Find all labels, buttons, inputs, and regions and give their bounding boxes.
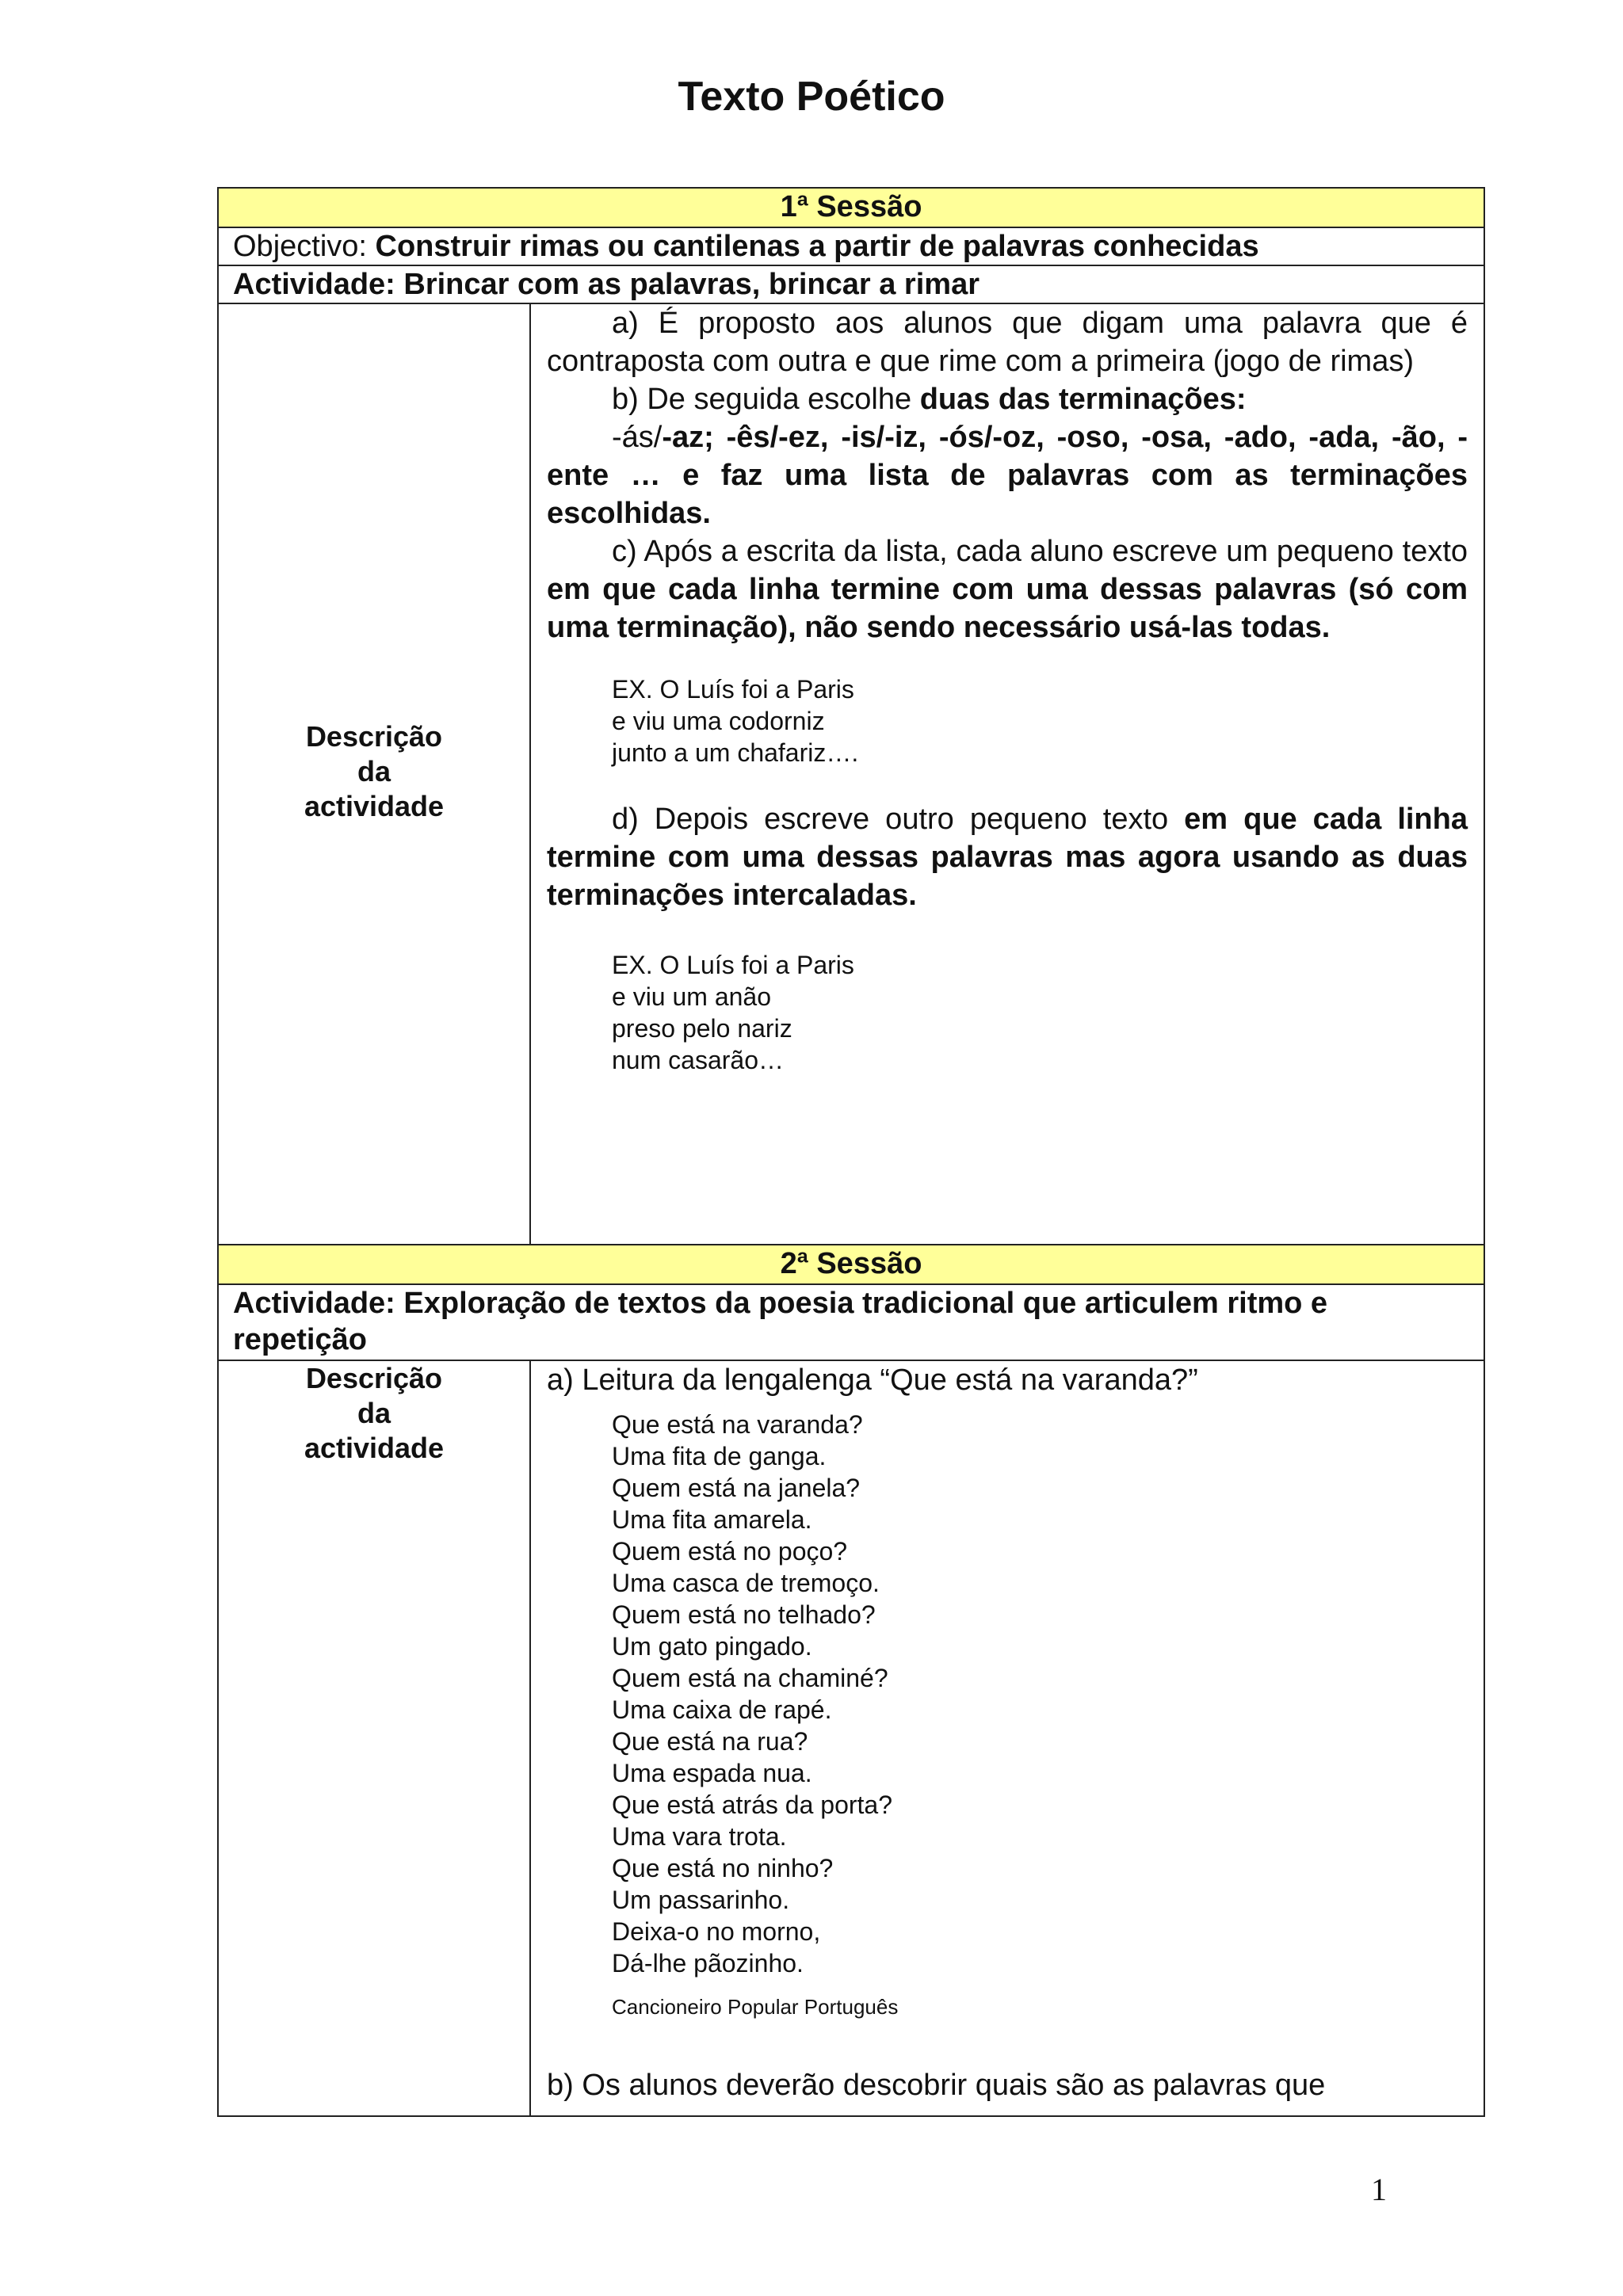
page-number: 1 [1371,2172,1387,2207]
label-line: actividade [304,1432,445,1464]
example-line: junto a um chafariz…. [612,738,859,767]
poem-line: Um gato pingado. [612,1632,812,1661]
session-1-header-row [218,188,1484,227]
objective-label: Objectivo: [233,230,367,263]
activity-1: Actividade: Brincar com as palavras, brincar a rimar [218,265,1484,303]
description-label-2 [218,1360,530,2116]
item-2a: a) Leitura da lengalenga “Que está na varanda?” [547,1363,1198,1397]
label-line: Descrição [305,1362,443,1394]
label-line: actividade [304,790,445,822]
example-1 [612,673,1468,769]
poem-line: Uma casca de tremoço. [612,1569,880,1597]
example-line: num casarão… [612,1046,784,1074]
description-row-2 [218,1360,1484,2116]
label-line: da [357,755,391,788]
poem-line: Quem está na chaminé? [612,1664,888,1692]
session-1-header: 1ª Sessão [218,188,1484,227]
description-content-1 [530,303,1484,1245]
item-a: a) É proposto aos alunos que digam uma palavra que é contraposta com outra e que rime com a primeira (jogo de rimas) [547,307,1468,378]
objective-row [218,227,1484,265]
poem-line: Quem está na janela? [612,1474,861,1502]
poem-line: Um passarinho. [612,1886,790,1914]
lesson-table [217,187,1485,2117]
example-line: EX. O Luís foi a Paris [612,951,854,979]
description-row-1 [218,303,1484,1245]
item-d [547,800,1468,914]
activity-row-2 [218,1284,1484,1360]
poem-line: Uma fita amarela. [612,1505,812,1534]
endings-first: -ás/ [612,421,663,454]
item-2b: b) Os alunos deverão descobrir quais são as palavras que [547,2069,1326,2102]
item-c-bold: em que cada linha termine com uma dessas palavras (só com uma terminação), não sendo necessário usá-las todas. [547,573,1468,644]
item-c [547,532,1468,646]
item-d-bold: em que cada linha termine com uma dessas palavras mas agora usando as duas terminações intercaladas. [547,803,1468,912]
objective-cell [218,227,1484,265]
poem-line: Quem está no poço? [612,1537,848,1566]
endings-list: -az; -ês/-ez, -is/-iz, -ós/-oz, -oso, -osa, -ado, -ada, -ão, -ente … e faz uma lista de palavras com as terminações escolhidas. [547,421,1468,530]
item-c-text: c) Após a escrita da lista, cada aluno escreve um pequeno texto [612,535,1468,568]
example-line: e viu um anão [612,982,772,1011]
description-label-1 [218,303,530,1245]
page-title: Texto Poético [678,74,945,120]
label-line: da [357,1397,391,1429]
example-line: e viu uma codorniz [612,707,825,735]
item-b-bold: duas das terminações: [919,383,1247,416]
example-line: EX. O Luís foi a Paris [612,675,854,704]
poem-line: Uma caixa de rapé. [612,1695,832,1724]
endings [547,418,1468,532]
activity-2: Actividade: Exploração de textos da poesia tradicional que articulem ritmo e repetição [218,1284,1484,1360]
poem-line: Que está atrás da porta? [612,1791,892,1819]
poem-line: Uma fita de ganga. [612,1442,827,1470]
poem-source: Cancioneiro Popular Português [612,1995,899,2019]
description-content-2 [530,1360,1484,2116]
poem-line: Uma espada nua. [612,1759,812,1787]
poem-line: Dá-lhe pãozinho. [612,1949,804,1978]
poem-line: Quem está no telhado? [612,1600,876,1629]
item-b-text: b) De seguida escolhe [612,383,920,416]
poem-line: Deixa-o no morno, [612,1917,821,1946]
session-2-header: 2ª Sessão [218,1245,1484,1284]
poem-line: Uma vara trota. [612,1822,787,1851]
poem-line: Que está na rua? [612,1727,808,1756]
poem [612,1409,1468,1979]
poem-line: Que está na varanda? [612,1410,863,1439]
item-d-text: d) Depois escreve outro pequeno texto [612,803,1185,836]
poem-line: Que está no ninho? [612,1854,834,1882]
label-line: Descrição [305,720,443,753]
objective-text: Construir rimas ou cantilenas a partir de palavras conhecidas [375,230,1259,263]
example-2 [612,949,1468,1076]
session-2-header-row [218,1245,1484,1284]
activity-row-1 [218,265,1484,303]
item-b [547,380,1468,418]
example-line: preso pelo nariz [612,1014,792,1043]
